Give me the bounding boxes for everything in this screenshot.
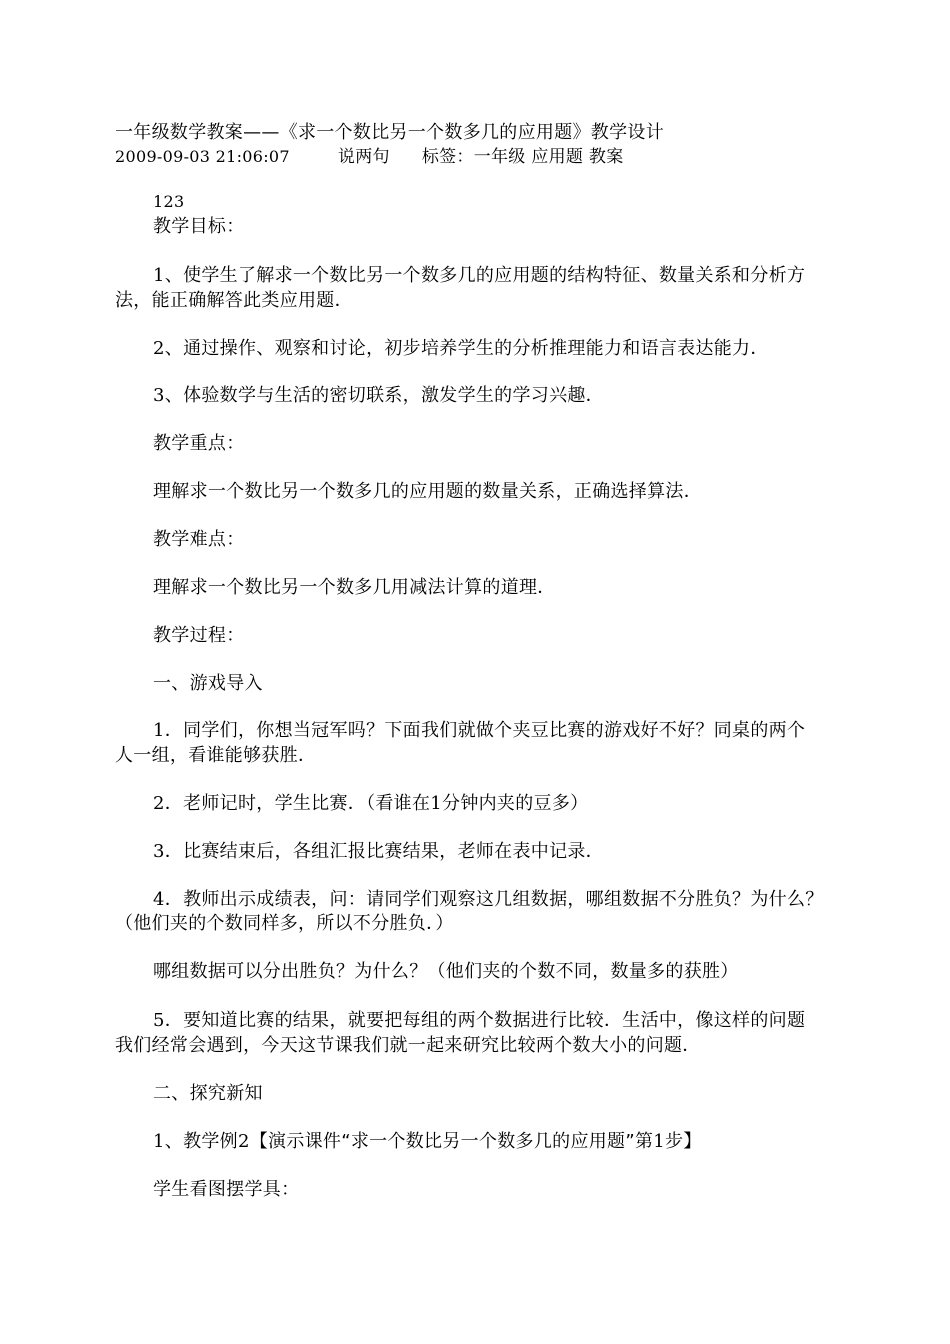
step-1-line-2: 人一组，看谁能够获胜． — [115, 745, 317, 766]
difficulty-text: 理解求一个数比另一个数多几用减法计算的道理． — [153, 577, 556, 598]
example-text-b: 【演示课件“求一个数比另一个数多几的应用题”第 — [249, 1131, 654, 1152]
goal-3-number: 3 — [153, 385, 165, 406]
step-1-line-1 — [153, 719, 805, 743]
step-5-number: 5 — [153, 1010, 165, 1031]
example-step-number: 1 — [653, 1131, 666, 1152]
post-tags: 标签：一年级 应用题 教案 — [421, 147, 624, 167]
example-inline-number: 2 — [237, 1131, 250, 1152]
goal-1-line-2: 法，能正确解答此类应用题． — [115, 290, 353, 311]
goal-1-line-1 — [153, 264, 805, 288]
step-4-line-1 — [153, 888, 824, 912]
section-1-heading: 一、游戏导入 — [153, 673, 263, 694]
goal-1-text: 、使学生了解求一个数比另一个数多几的应用题的结构特征、数量关系和分析方 — [164, 265, 806, 286]
goal-3-text: 、体验数学与生活的密切联系，激发学生的学习兴趣． — [164, 385, 604, 406]
difficulty-heading: 教学难点： — [153, 529, 245, 550]
key-points-text: 理解求一个数比另一个数多几的应用题的数量关系，正确选择算法． — [153, 481, 702, 502]
step-5-line-2: 我们经常会遇到，今天这节课我们就一起来研究比较两个数大小的问题． — [115, 1035, 701, 1056]
step-4-text: ．教师出示成绩表，问：请同学们观察这几组数据，哪组数据不分胜负？为什么？ — [164, 889, 824, 910]
example-text-c: 步】 — [665, 1131, 702, 1152]
step-1-number: 1 — [153, 720, 165, 741]
step-3-number: 3 — [153, 841, 165, 862]
student-activity-line: 学生看图摆学具： — [153, 1179, 300, 1200]
document-title: 一年级数学教案——《求一个数比另一个数多几的应用题》教学设计 — [115, 122, 664, 143]
post-meta — [115, 145, 624, 169]
goal-2 — [153, 337, 769, 361]
goal-3 — [153, 384, 604, 408]
step-2-text-b: 分钟内夹的豆多） — [442, 793, 589, 814]
goal-2-number: 2 — [153, 338, 165, 359]
goal-2-text: 、通过操作、观察和讨论，初步培养学生的分析推理能力和语言表达能力． — [164, 338, 769, 359]
step-4-line-2: （他们夹的个数同样多，所以不分胜负．） — [115, 913, 454, 934]
step-4-followup: 哪组数据可以分出胜负？为什么？（他们夹的个数不同，数量多的获胜） — [153, 961, 739, 982]
example-2-line — [153, 1130, 702, 1154]
post-datetime: 2009-09-03 21:06:07 — [115, 147, 290, 166]
section-2-heading: 二、探究新知 — [153, 1083, 263, 1104]
step-2-inline-number: 1 — [430, 793, 443, 814]
example-number: 1 — [153, 1131, 165, 1152]
step-2 — [153, 792, 588, 816]
step-3-text: ．比赛结束后，各组汇报比赛结果，老师在表中记录． — [164, 841, 604, 862]
page-number: 123 — [153, 192, 185, 211]
key-points-heading: 教学重点： — [153, 433, 245, 454]
comment-link[interactable]: 说两句 — [337, 147, 390, 167]
step-2-text-a: ．老师记时，学生比赛．（看谁在 — [164, 793, 431, 814]
goal-1-number: 1 — [153, 265, 165, 286]
step-4-number: 4 — [153, 889, 165, 910]
step-2-number: 2 — [153, 793, 165, 814]
example-text-a: 、教学例 — [164, 1131, 238, 1152]
step-5-text: ．要知道比赛的结果，就要把每组的两个数据进行比较．生活中，像这样的问题 — [164, 1010, 806, 1031]
step-3 — [153, 840, 604, 864]
process-heading: 教学过程： — [153, 625, 245, 646]
step-1-text: ．同学们，你想当冠军吗？下面我们就做个夹豆比赛的游戏好不好？同桌的两个 — [164, 720, 806, 741]
goals-heading: 教学目标： — [153, 216, 245, 237]
step-5-line-1 — [153, 1009, 805, 1033]
